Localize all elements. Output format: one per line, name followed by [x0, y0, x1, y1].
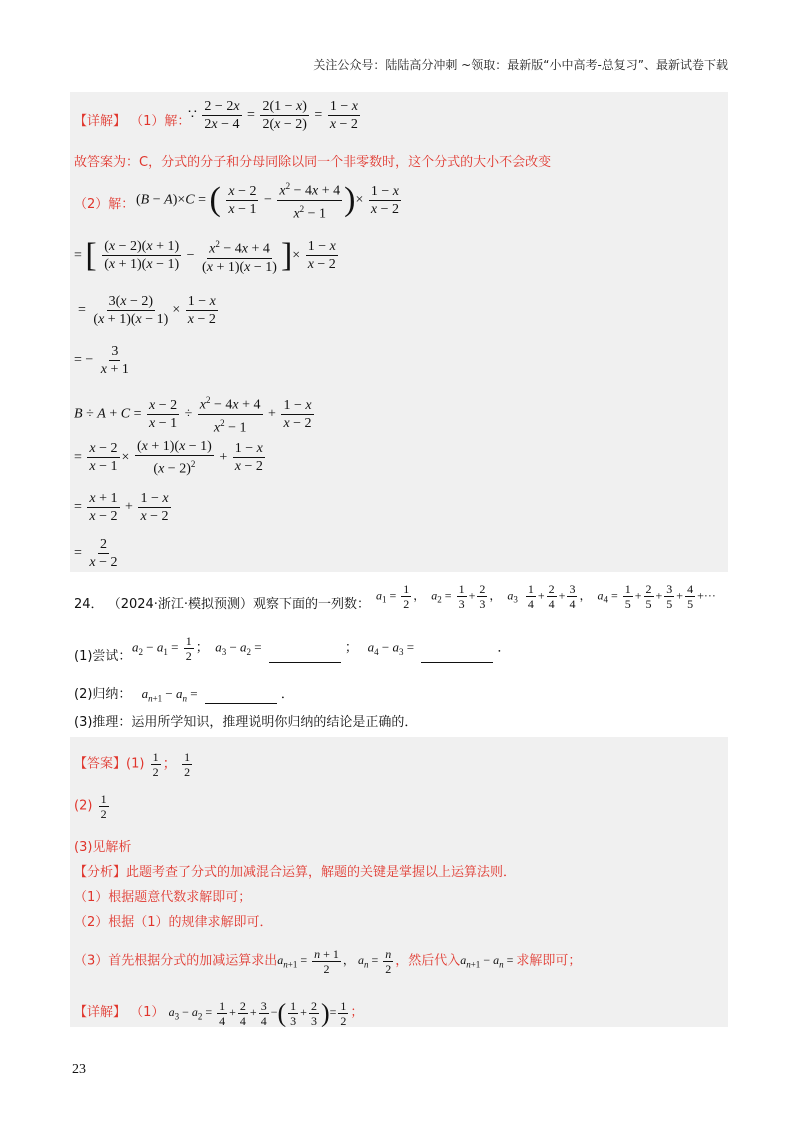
analysis-line: 【分析】此题考查了分式的加减混合运算，解题的关键是掌握以上运算法则． — [74, 865, 517, 880]
q24-induce — [74, 683, 294, 704]
hint3-pre: （3）首先根据分式的加减运算求出 — [74, 953, 278, 969]
detail-label-2: 【详解】 — [74, 1004, 127, 1020]
page-header: 关注公众号：陆陆高分冲刺 ~领取：最新版“小中高考-总复习”、最新试卷下载 — [313, 58, 728, 72]
part1-label: （1）解： — [130, 114, 191, 129]
q24-try — [74, 645, 131, 664]
answer-blank-1 — [269, 650, 341, 663]
induce-formula: $a_{n+1} - a_n$ = ． — [141, 686, 294, 704]
q23-conclusion: 故答案为：C，分式的分子和分母同除以同一个非零数时，这个分式的大小不会改变 — [74, 155, 552, 170]
answer-line-1: 【答案】(1) $\frac{1}{2}$ ； $\frac{1}{2}$ — [74, 750, 191, 779]
hint-2: （2）根据（1）的规律求解即可． — [74, 915, 273, 930]
answer-blank-2 — [421, 650, 493, 663]
detail-line: 【详解】 （1） $a_3 - a_2$ = $\frac{1}{4}$ + $\frac{2}{4}$ + $\frac{3}{4}$ −( $\frac{1}{3}$ + $\frac{2}{3}$ )= $\frac{1}{2}$ ； — [74, 998, 364, 1028]
answer-blank-3 — [205, 691, 277, 704]
detail-label — [74, 110, 190, 129]
answer-line-3: (3)见解析 — [74, 840, 132, 855]
q24-stem — [74, 593, 370, 612]
solution-block-q24 — [70, 737, 728, 1027]
equation-2: (B − A)×C = ( $\frac{x - 2}{x - 1}$ − $\frac{x^2 - 4x + 4}{x^2 - 1}$ )× $\frac{1 - x}{x - 2}$ — [136, 178, 403, 222]
detail-part-1: （1） — [130, 1004, 165, 1020]
try-label: (1)尝试： — [74, 649, 132, 664]
hint-1: （1）根据题意代数求解即可； — [74, 890, 252, 905]
equation-7: = $\frac{x - 2}{x - 1}$ × $\frac{(x + 1)(x - 1)}{(x - 2)^2}$ + $\frac{1 - x}{x - 2}$ — [74, 439, 263, 477]
answer-label: 【答案】(1) — [74, 756, 145, 772]
equation-6: B ÷ A + C = $\frac{x - 2}{x - 1}$ ÷ $\frac{x^2 - 4x + 4}{x^2 - 1}$ + $\frac{1 - x}{x - 2}$ — [74, 392, 316, 436]
q24-number: 24． — [74, 597, 104, 612]
answer-line-2: (2) $\frac{1}{2}$ — [74, 792, 107, 821]
hint3-mid: ，然后代入 — [395, 953, 461, 969]
equation-3: = [ $\frac{(x - 2)(x + 1)}{(x + 1)(x - 1)}$ − $\frac{x^2 - 4x + 4}{(x + 1)(x - 1)}$ ]× $\frac{1 - x}{x - 2}$ — [74, 236, 336, 275]
equation-9: = $\frac{2}{x - 2}$ — [74, 537, 118, 570]
sequence-formula: $a_1$ = $\frac{1}{2}$ ， $a_2$ = $\frac{1}{3}$ + $\frac{2}{3}$ ， $a_3$ $\frac{1}{4}$ + $\frac{2}{4}$ + $\frac{3}{4}$ ， $a_4$ = $\frac{1}{5}$ + $\frac{2}{5}$ + $\frac{3}{5}$ + $\frac{4}{5}$ +··· — [376, 582, 716, 611]
q24-reason: (3)推理：运用所学知识，推理说明你归纳的结论是正确的． — [74, 715, 418, 730]
detail-heading: 【详解】 — [74, 114, 127, 129]
hint-3: （3）首先根据分式的加减运算求出$a_{n+1}$ = $\frac{n + 1}{2}$ ， $a_n$ = $\frac{n}{2}$ ，然后代入$a_{n+1} - a_n$ = 求解即可； — [74, 947, 582, 976]
answer2-label: (2) — [74, 798, 93, 814]
part2-label: （2）解： — [74, 197, 135, 212]
hint3-post: 求解即可； — [516, 953, 582, 969]
equation-4: = $\frac{3(x - 2)}{(x + 1)(x - 1)}$ × $\frac{1 - x}{x - 2}$ — [78, 294, 216, 327]
page-number: 23 — [72, 1062, 86, 1077]
equation-5: = − $\frac{3}{x + 1}$ — [74, 344, 129, 377]
try-formula: $a_2 - a_1$ = $\frac{1}{2}$ ； $a_3 - a_2$ = ； $a_4 - a_3$ = ． — [132, 634, 511, 663]
induce-label: (2)归纳： — [74, 687, 132, 702]
q24-source: （2024·浙江·模拟预测）观察下面的一列数： — [107, 597, 371, 612]
equation-1: ∵ $\frac{2 - 2x}{2x - 4}$ = $\frac{2(1 - x)}{2(x - 2)}$ = $\frac{1 - x}{x - 2}$ — [188, 99, 358, 132]
equation-8: = $\frac{x + 1}{x - 2}$ + $\frac{1 - x}{x - 2}$ — [74, 491, 169, 524]
